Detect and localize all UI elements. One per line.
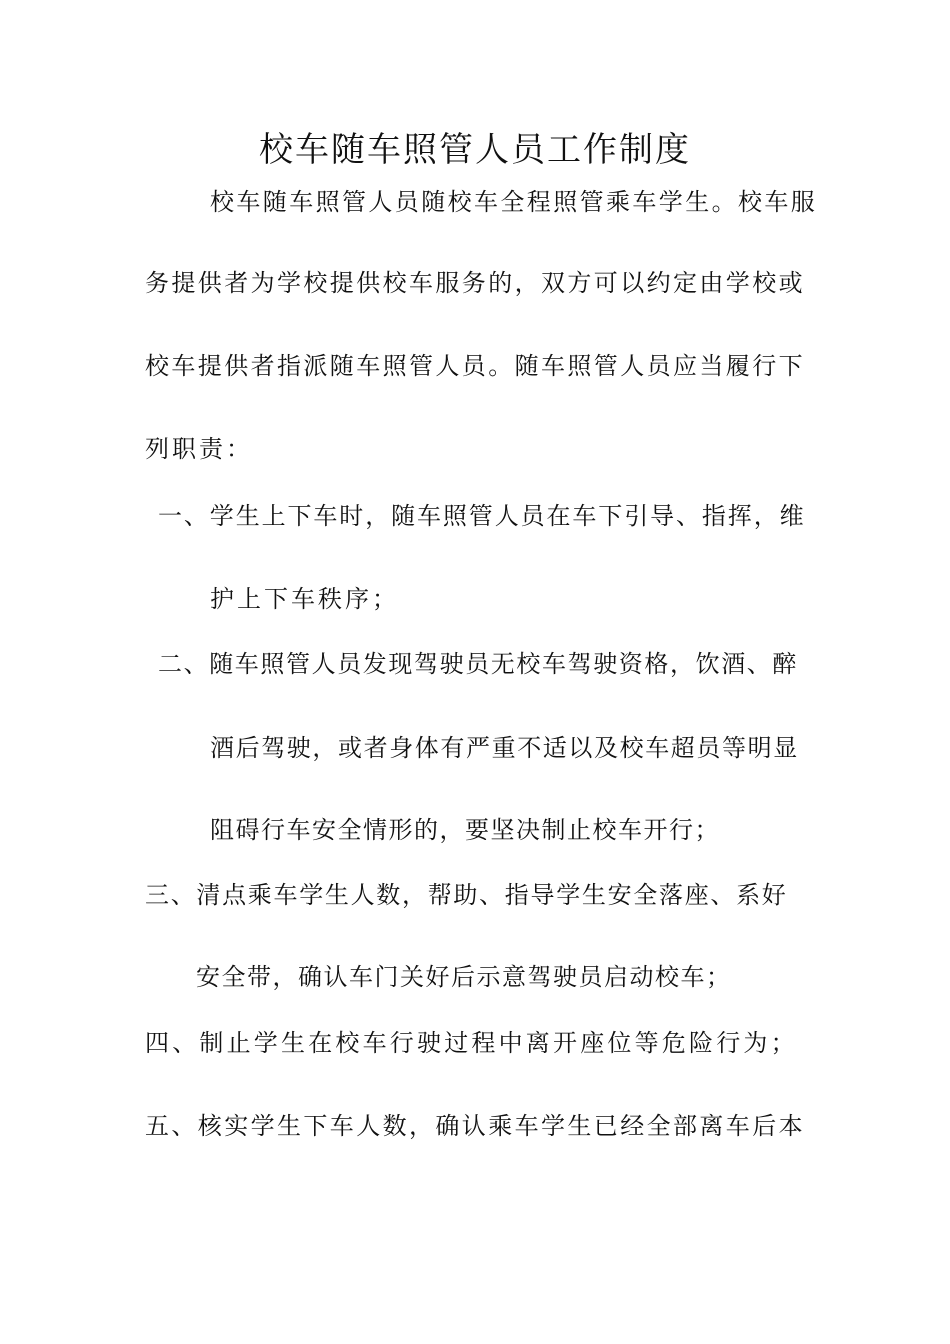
list-item-2-continuation: 阻碍行车安全情形的，要坚决制止校车开行；	[210, 816, 720, 844]
document-title: 校车随车照管人员工作制度	[259, 130, 691, 170]
paragraph-line: 校车提供者指派随车照管人员。随车照管人员应当履行下	[145, 352, 805, 380]
paragraph-line: 校车随车照管人员随校车全程照管乘车学生。校车服	[210, 188, 818, 216]
list-item-3-continuation: 安全带，确认车门关好后示意驾驶员启动校车；	[196, 963, 732, 991]
list-item-2: 二、随车照管人员发现驾驶员无校车驾驶资格，饮酒、醉	[158, 650, 798, 678]
list-item-2-continuation: 酒后驾驶，或者身体有严重不适以及校车超员等明显	[210, 734, 799, 762]
list-item-5: 五、核实学生下车人数，确认乘车学生已经全部离车后本	[145, 1112, 805, 1140]
paragraph-line: 列职责：	[145, 435, 253, 463]
list-item-4: 四、制止学生在校车行驶过程中离开座位等危险行为；	[145, 1029, 798, 1057]
paragraph-line: 务提供者为学校提供校车服务的，双方可以约定由学校或	[145, 269, 805, 297]
list-item-3: 三、清点乘车学生人数，帮助、指导学生安全落座、系好	[145, 881, 788, 909]
list-item-1-continuation: 护上下车秩序；	[210, 585, 399, 613]
list-item-1: 一、学生上下车时，随车照管人员在车下引导、指挥，维	[158, 502, 806, 530]
